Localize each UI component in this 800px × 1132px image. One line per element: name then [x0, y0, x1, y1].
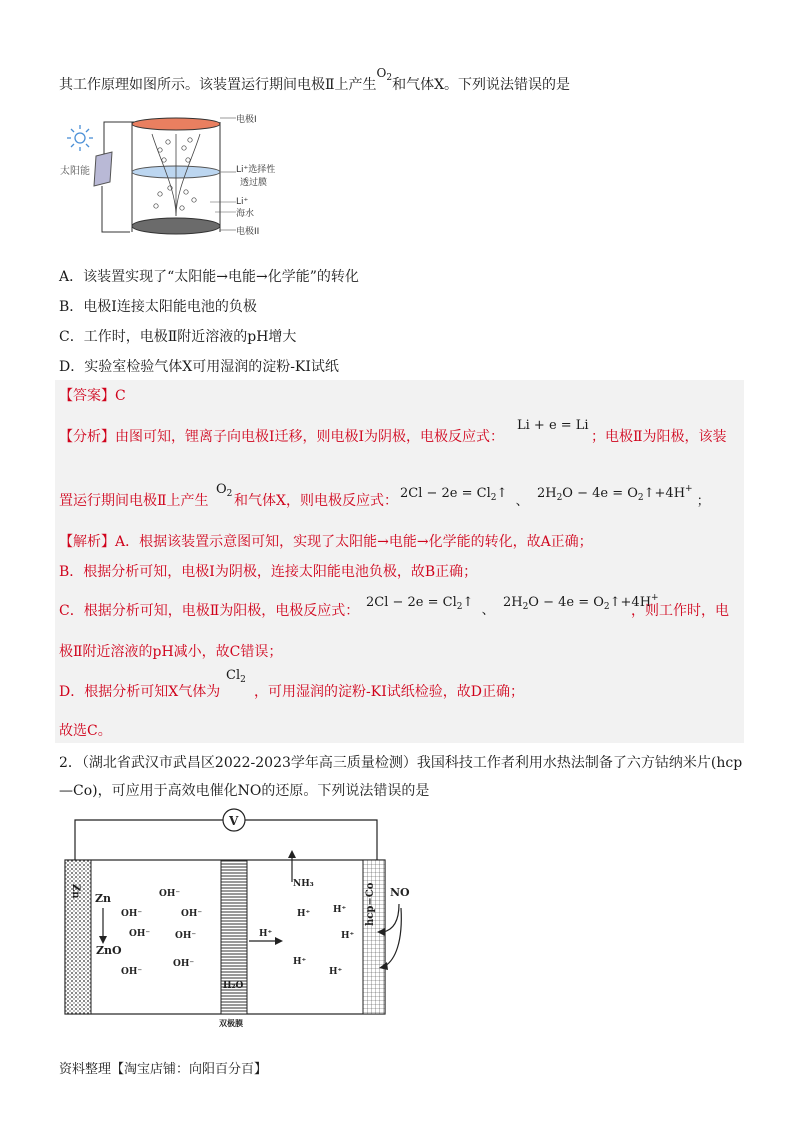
wire-bottom [102, 186, 130, 232]
analysis-1b: ；电极Ⅱ为阳极，该装 [591, 429, 727, 445]
q1-intro [59, 66, 571, 94]
label-membrane-2: 透过膜 [240, 178, 268, 188]
voltmeter-label: V [229, 814, 239, 828]
conclusion: 故选C。 [59, 723, 112, 739]
svg-text:OH⁻: OH⁻ [129, 929, 151, 939]
eq-li: Li + e = Li [517, 418, 589, 433]
label-seawater: 海水 [236, 209, 255, 219]
zn-label: Zn [95, 892, 112, 905]
membrane-label: 双极膜 [219, 1018, 243, 1028]
option-b: B．电极Ⅰ连接太阳能电池的负极 [59, 299, 257, 315]
jiexi-a: 【解析】A．根据该装置示意图可知，实现了太阳能→电能→化学能的转化，故A正确； [59, 534, 593, 550]
option-a: A．该装置实现了“太阳能→电能→化学能”的转化 [59, 269, 359, 285]
option-c: C．工作时，电极Ⅱ附近溶液的pH增大 [59, 329, 297, 345]
jiexi-d1: D．根据分析可知X气体为 [59, 684, 221, 700]
answer-value: C [115, 388, 126, 404]
zno-label: ZnO [96, 944, 122, 957]
jiexi-d-cl2: $Cl_2$ [226, 668, 246, 685]
analysis-line-1 [59, 426, 504, 446]
jiexi-d2: ，可用湿润的淀粉-KI试纸检验，故D正确； [254, 684, 524, 700]
electrode-1 [132, 118, 220, 130]
jiexi-c2: ，则工作时，电 [631, 603, 729, 619]
sun-label: 太阳能 [60, 166, 90, 177]
label-li: Li⁺ [236, 197, 249, 207]
analysis-equations: $2Cl - 2e = Cl_2↑$ 、 $2H_2O - 4e$ = $O_2↑+4H^+$ ； [400, 484, 710, 509]
label-electrode-2: 电极II [236, 227, 260, 237]
svg-text:H⁺: H⁺ [341, 931, 355, 941]
zn-electrode-label: Zn [70, 884, 81, 899]
jiexi-b: B．根据分析可知，电极Ⅰ为阴极，连接太阳能电池负极，故B正确； [59, 564, 478, 580]
option-d: D．实验室检验气体X可用湿润的淀粉-KI试纸 [59, 359, 339, 375]
jiexi-c-equations: $2Cl - 2e = Cl_2↑$ 、 $2H_2O - 4e$ = $O_2↑+4H^+$ [366, 593, 659, 618]
analysis-1a: 由图可知，锂离子向电极Ⅰ迁移，则电极Ⅰ为阴极，电极反应式： [115, 429, 505, 445]
svg-text:OH⁻: OH⁻ [173, 959, 195, 969]
answer-line [59, 385, 126, 405]
analysis-o2: $O_2$ [216, 482, 233, 499]
nh3-label: NH₃ [293, 879, 314, 889]
svg-text:H⁺: H⁺ [293, 957, 307, 967]
analysis-2a: 置运行期间电极Ⅱ上产生 [59, 493, 209, 509]
label-membrane: Li⁺选择性 [236, 165, 276, 175]
svg-text:H⁺: H⁺ [259, 929, 273, 939]
no-label: NO [390, 886, 410, 899]
solar-panel [94, 152, 112, 186]
svg-text:OH⁻: OH⁻ [175, 931, 197, 941]
svg-text:OH⁻: OH⁻ [181, 909, 203, 919]
q2-line-1: 2．（湖北省武汉市武昌区2022-2023学年高三质量检测）我国科技工作者利用水热法制备了六方钴纳米片(hcp [59, 755, 743, 771]
q1-o2: $O_2$ [376, 66, 393, 83]
svg-text:H⁺: H⁺ [333, 905, 347, 915]
hcp-co-label: hcp−Co [365, 882, 376, 926]
h2o-label: H₂O [223, 981, 244, 991]
analysis-tag: 【分析】 [59, 429, 115, 445]
svg-text:H⁺: H⁺ [329, 967, 343, 977]
q2-cell-figure [63, 812, 410, 1030]
q1-intro-b: 和气体X。下列说法错误的是 [392, 77, 571, 93]
svg-text:H⁺: H⁺ [297, 909, 311, 919]
sun-icon [67, 125, 93, 151]
jiexi-c1: C．根据分析可知，电极Ⅱ为阳极，电极反应式： [59, 603, 360, 619]
svg-text:OH⁻: OH⁻ [159, 889, 181, 899]
q2-line-2: —Co)，可应用于高效电催化NO的还原。下列说法错误的是 [59, 783, 430, 799]
svg-text:OH⁻: OH⁻ [121, 909, 143, 919]
footer-note: 资料整理【淘宝店铺：向阳百分百】 [59, 1062, 268, 1077]
label-electrode-1: 电极I [236, 115, 257, 125]
q1-intro-a: 其工作原理如图所示。该装置运行期间电极Ⅱ上产生 [59, 77, 377, 93]
analysis-2b: 和气体X，则电极反应式： [234, 493, 398, 509]
svg-text:OH⁻: OH⁻ [121, 967, 143, 977]
answer-tag: 【答案】 [59, 388, 115, 404]
electrode-2 [132, 218, 220, 234]
jiexi-c3: 极Ⅱ附近溶液的pH减小，故C错误； [59, 644, 283, 660]
q1-electrolysis-figure [60, 115, 310, 245]
